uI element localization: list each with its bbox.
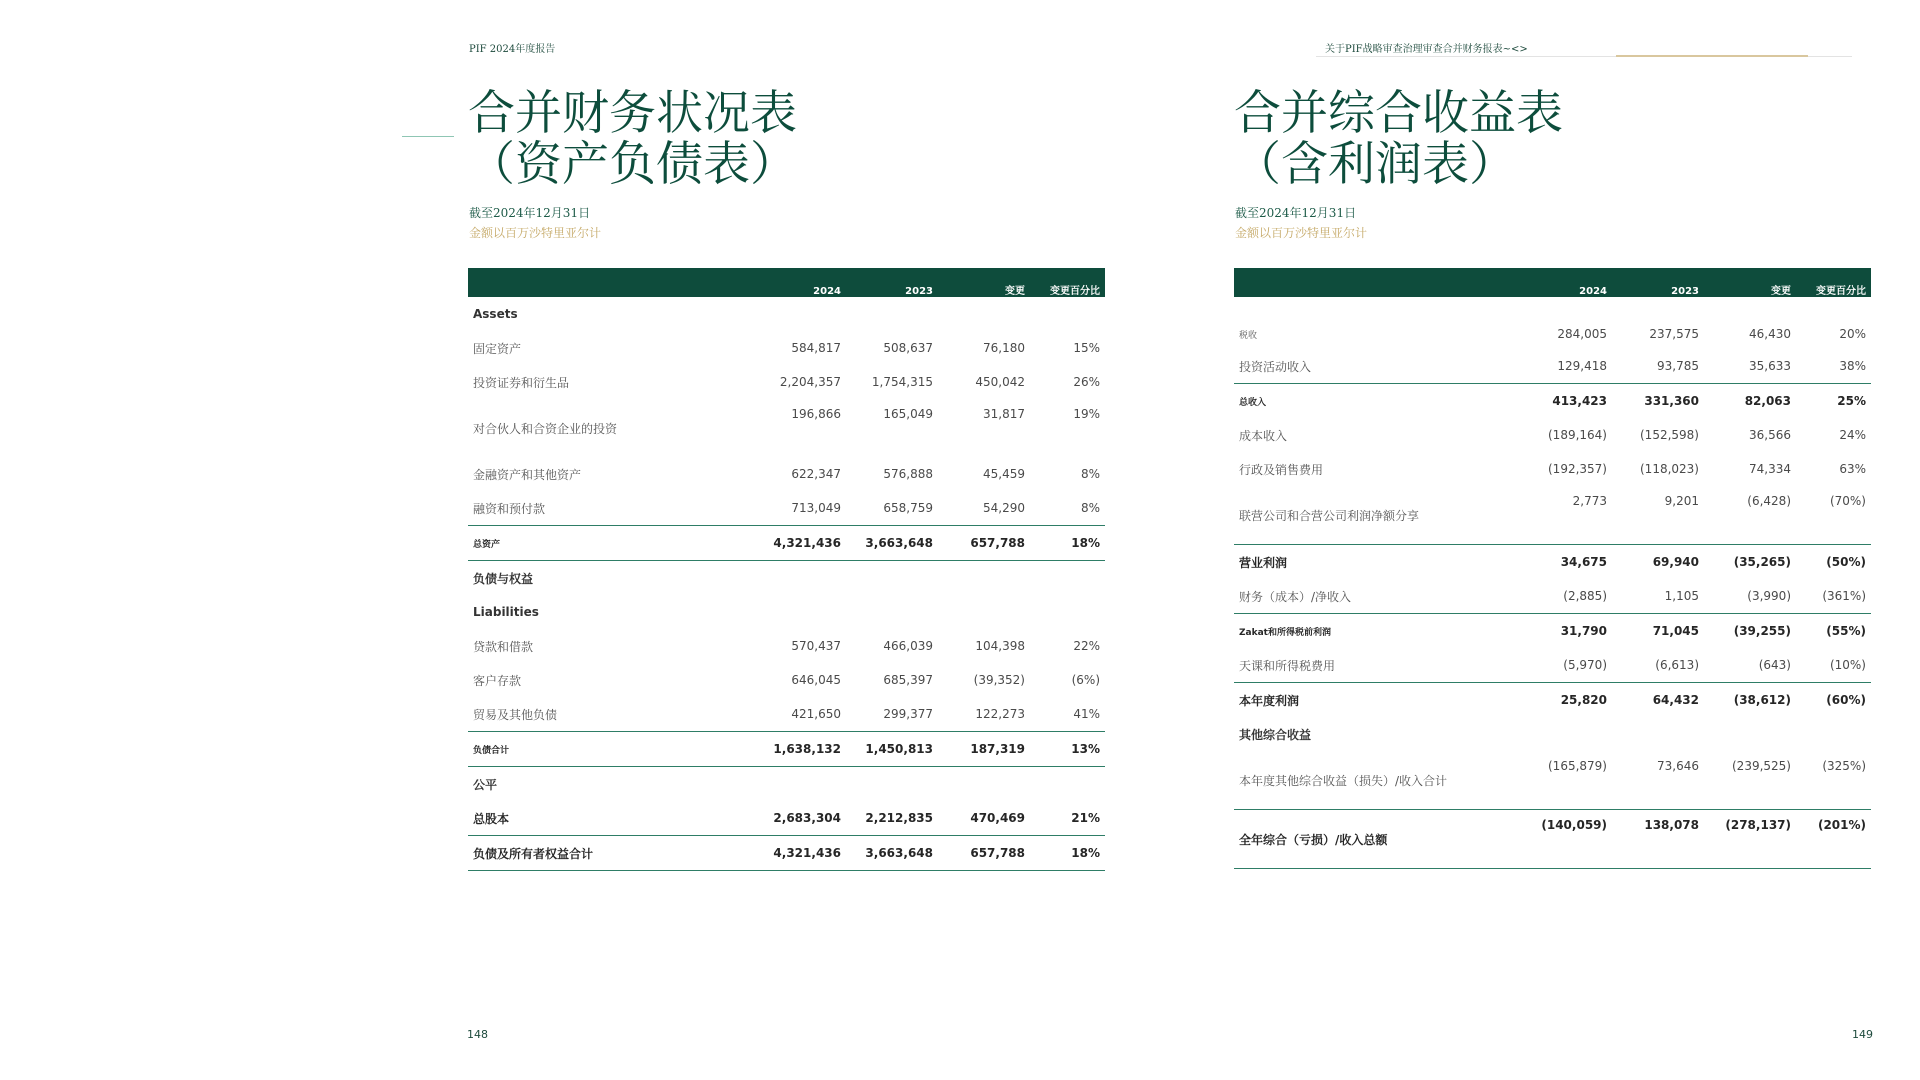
cell-2024: 129,418 [1520,349,1612,384]
title-line-1: 合并综合收益表 [1234,86,1563,141]
section-heading-row [1234,717,1871,751]
section-heading-row [468,595,1105,629]
cell-2023: 93,785 [1612,349,1704,384]
total-row [1234,810,1871,869]
cell-2024: 284,005 [1557,327,1607,341]
row-label: 联营公司和合营公司利润净额分享 [1234,486,1520,545]
row-label: 行政及销售费用 [1239,462,1324,477]
cell-2024: 2,773 [1520,486,1612,545]
table-row [468,365,1105,399]
cell-change-pct: 25% [1837,394,1866,408]
cell-change: 122,273 [975,707,1025,721]
cell-2023: 299,377 [883,707,933,721]
cell-change: 76,180 [983,341,1025,355]
cell-change-pct: (361%) [1796,579,1871,614]
row-label: 营业利润 [1239,555,1288,570]
title-line-2: （含利润表） [1234,137,1516,192]
cell-2024: 34,675 [1560,555,1607,569]
cell-change-pct: (60%) [1826,693,1866,707]
cell-2024: (189,164) [1548,428,1607,442]
cell-change: 36,566 [1749,428,1791,442]
cell-2023: 1,450,813 [846,732,938,767]
cell-change: (278,137) [1704,810,1796,869]
cell-change-pct: 21% [1030,801,1105,836]
cell-change: (38,612) [1733,693,1791,707]
cell-change: (6,428) [1704,486,1796,545]
table-row [468,491,1105,526]
row-label: 全年综合（亏损）/收入总额 [1234,810,1520,869]
table-row [1234,349,1871,384]
cell-2024: (140,059) [1520,810,1612,869]
section-heading-row [468,561,1105,596]
table-row [468,399,1105,457]
row-label: 财务（成本）/净收入 [1234,579,1520,614]
left-page [400,0,1180,1080]
table-row [468,457,1105,491]
cell-2024: 421,650 [791,707,841,721]
page-title [468,88,797,190]
table-row [1234,579,1871,614]
cell-change-pct: 8% [1080,501,1100,515]
cell-change-pct: 38% [1796,349,1871,384]
cell-2024: 31,790 [1560,624,1607,638]
cell-change: 54,290 [983,501,1025,515]
page-number: 149 [1852,1028,1873,1041]
cell-2023: 138,078 [1612,810,1704,869]
cell-change-pct: (55%) [1826,624,1866,638]
cell-change-pct: 22% [1073,639,1100,653]
row-label: 总资产 [468,526,754,561]
cell-2023: 576,888 [883,467,933,481]
cell-change-pct: 41% [1073,707,1100,721]
table-row [1234,648,1871,683]
cell-2023: (152,598) [1640,428,1699,442]
row-label: 对合伙人和合资企业的投资 [473,421,618,436]
row-label: 公平 [473,777,498,792]
column-header [468,268,754,297]
table-row [468,697,1105,732]
cell-2024: (5,970) [1520,648,1612,683]
total-row [1234,384,1871,419]
row-label: 负债与权益 [473,571,534,586]
cell-2024: 413,423 [1552,394,1607,408]
cell-change: 104,398 [975,639,1025,653]
cell-change: 450,042 [975,375,1025,389]
row-label: 固定资产 [473,341,522,356]
table-row [1234,452,1871,486]
column-header [1234,268,1520,297]
cell-2023: 9,201 [1612,486,1704,545]
cell-change-pct: (6%) [1071,673,1100,687]
cell-change: (39,255) [1733,624,1791,638]
cell-2024: 25,820 [1560,693,1607,707]
unit-line: 金额以百万沙特里亚尔计 [1235,226,1368,240]
cell-change-pct: 26% [1073,375,1100,389]
right-page [1180,0,1920,1080]
total-row [468,526,1105,561]
cell-change-pct: (201%) [1796,810,1871,869]
table-header-row [1234,268,1871,297]
cell-2023: 331,360 [1644,394,1699,408]
total-row [1234,683,1871,718]
column-header: 变更百分比 [1796,268,1871,297]
page-number: 148 [467,1028,488,1041]
table-header-row [468,268,1105,297]
cell-2024: 570,437 [791,639,841,653]
cell-2024: (192,357) [1548,462,1607,476]
cell-2024: 584,817 [791,341,841,355]
cell-change: 657,788 [938,526,1030,561]
table-row [1234,297,1871,349]
section-heading-row [468,297,1105,331]
row-label: 金融资产和其他资产 [473,467,582,482]
table-row [1234,418,1871,452]
cell-change: 45,459 [983,467,1025,481]
cell-change-pct: (50%) [1826,555,1866,569]
cell-change: 31,817 [983,407,1025,421]
cell-change: (643) [1704,648,1796,683]
row-label: Assets [473,307,518,321]
cell-change-pct: (70%) [1796,486,1871,545]
cell-2024: 2,204,357 [779,375,841,389]
cell-change-pct: (10%) [1796,648,1871,683]
row-label: 天课和所得税费用 [1234,648,1520,683]
cell-2023: 508,637 [883,341,933,355]
cell-2023: 69,940 [1652,555,1699,569]
date-line: 截至2024年12月31日 [1235,206,1357,220]
row-label: 负债及所有者权益合计 [468,836,754,871]
cell-change: 46,430 [1749,327,1791,341]
cell-2024: (165,879) [1520,751,1612,810]
row-label: 本年度利润 [1239,693,1300,708]
income-statement-table [1234,268,1871,869]
row-label: Liabilities [473,605,539,619]
column-header: 2023 [1612,268,1704,297]
cell-2024: 4,321,436 [754,526,846,561]
row-label: 总收入 [1239,397,1267,408]
table-row [468,331,1105,365]
cell-2024: 646,045 [791,673,841,687]
column-header: 变更百分比 [1030,268,1105,297]
row-label: 税收 [1239,331,1258,341]
cell-change-pct: 18% [1030,526,1105,561]
row-label: 贷款和借款 [473,639,534,654]
cell-2023: 237,575 [1649,327,1699,341]
cell-change: 74,334 [1749,462,1791,476]
cell-2024: 713,049 [791,501,841,515]
cell-2023: 3,663,648 [846,526,938,561]
cell-change-pct: (325%) [1796,751,1871,810]
cell-2024: 196,866 [791,407,841,421]
cell-2024: 4,321,436 [754,836,846,871]
row-label: 总股本 [468,801,754,836]
cell-change: 82,063 [1744,394,1791,408]
cell-2023: 658,759 [883,501,933,515]
cell-change-pct: 24% [1839,428,1866,442]
row-label: 本年度其他综合收益（损失）/收入合计 [1234,751,1520,810]
header-accent-rule [1616,55,1808,57]
cell-change-pct: 15% [1073,341,1100,355]
cell-2023: 64,432 [1652,693,1699,707]
total-row [468,732,1105,767]
running-head: 关于PIF战略审查治理审查合并财务报表~<> [1325,44,1528,55]
cell-change-pct: 63% [1839,462,1866,476]
cell-change: (3,990) [1704,579,1796,614]
page-title [1234,88,1563,190]
cell-change: 470,469 [938,801,1030,836]
row-label: 投资活动收入 [1234,349,1520,384]
cell-change: 187,319 [938,732,1030,767]
title-line-1: 合并财务状况表 [468,86,797,141]
row-label: 融资和预付款 [473,501,546,516]
total-row [1234,545,1871,580]
cell-2024: 1,638,132 [754,732,846,767]
table-row [468,663,1105,697]
row-label: 客户存款 [473,673,522,688]
cell-change-pct: 19% [1073,407,1100,421]
cell-2023: 3,663,648 [846,836,938,871]
running-head: PIF 2024年度报告 [469,44,556,55]
row-label: 贸易及其他负债 [473,707,558,722]
title-line-2: （资产负债表） [468,137,797,192]
total-row [468,836,1105,871]
cell-2023: 1,754,315 [871,375,933,389]
cell-2023: 2,212,835 [846,801,938,836]
cell-change-pct: 8% [1080,467,1100,481]
cell-change-pct: 13% [1030,732,1105,767]
total-row [468,801,1105,836]
cell-2024: (2,885) [1520,579,1612,614]
column-header: 2024 [1520,268,1612,297]
table-row [468,629,1105,663]
column-header: 变更 [938,268,1030,297]
row-label: 负债合计 [468,732,754,767]
cell-change: (35,265) [1733,555,1791,569]
cell-2023: 73,646 [1612,751,1704,810]
cell-change-pct: 18% [1030,836,1105,871]
cell-2023: (118,023) [1640,462,1699,476]
cell-change: 657,788 [938,836,1030,871]
cell-2024: 2,683,304 [754,801,846,836]
cell-2024: 622,347 [791,467,841,481]
column-header: 变更 [1704,268,1796,297]
date-line: 截至2024年12月31日 [469,206,591,220]
unit-line: 金额以百万沙特里亚尔计 [469,226,602,240]
cell-change: (39,352) [973,673,1025,687]
section-heading-row [468,767,1105,802]
cell-2023: 165,049 [883,407,933,421]
cell-2023: 685,397 [883,673,933,687]
cell-change: 35,633 [1704,349,1796,384]
cell-2023: 1,105 [1612,579,1704,614]
cell-change-pct: 20% [1839,327,1866,341]
row-label: 其他综合收益 [1239,727,1312,742]
total-row [1234,614,1871,649]
table-row [1234,486,1871,545]
row-label: Zakat和所得税前利润 [1239,627,1331,638]
column-header: 2024 [754,268,846,297]
cell-change: (239,525) [1704,751,1796,810]
column-header: 2023 [846,268,938,297]
cell-2023: (6,613) [1612,648,1704,683]
row-label: 成本收入 [1239,428,1288,443]
row-label: 投资证券和衍生品 [473,375,570,390]
cell-2023: 71,045 [1652,624,1699,638]
table-row [1234,751,1871,810]
balance-sheet-table [468,268,1105,871]
cell-2023: 466,039 [883,639,933,653]
